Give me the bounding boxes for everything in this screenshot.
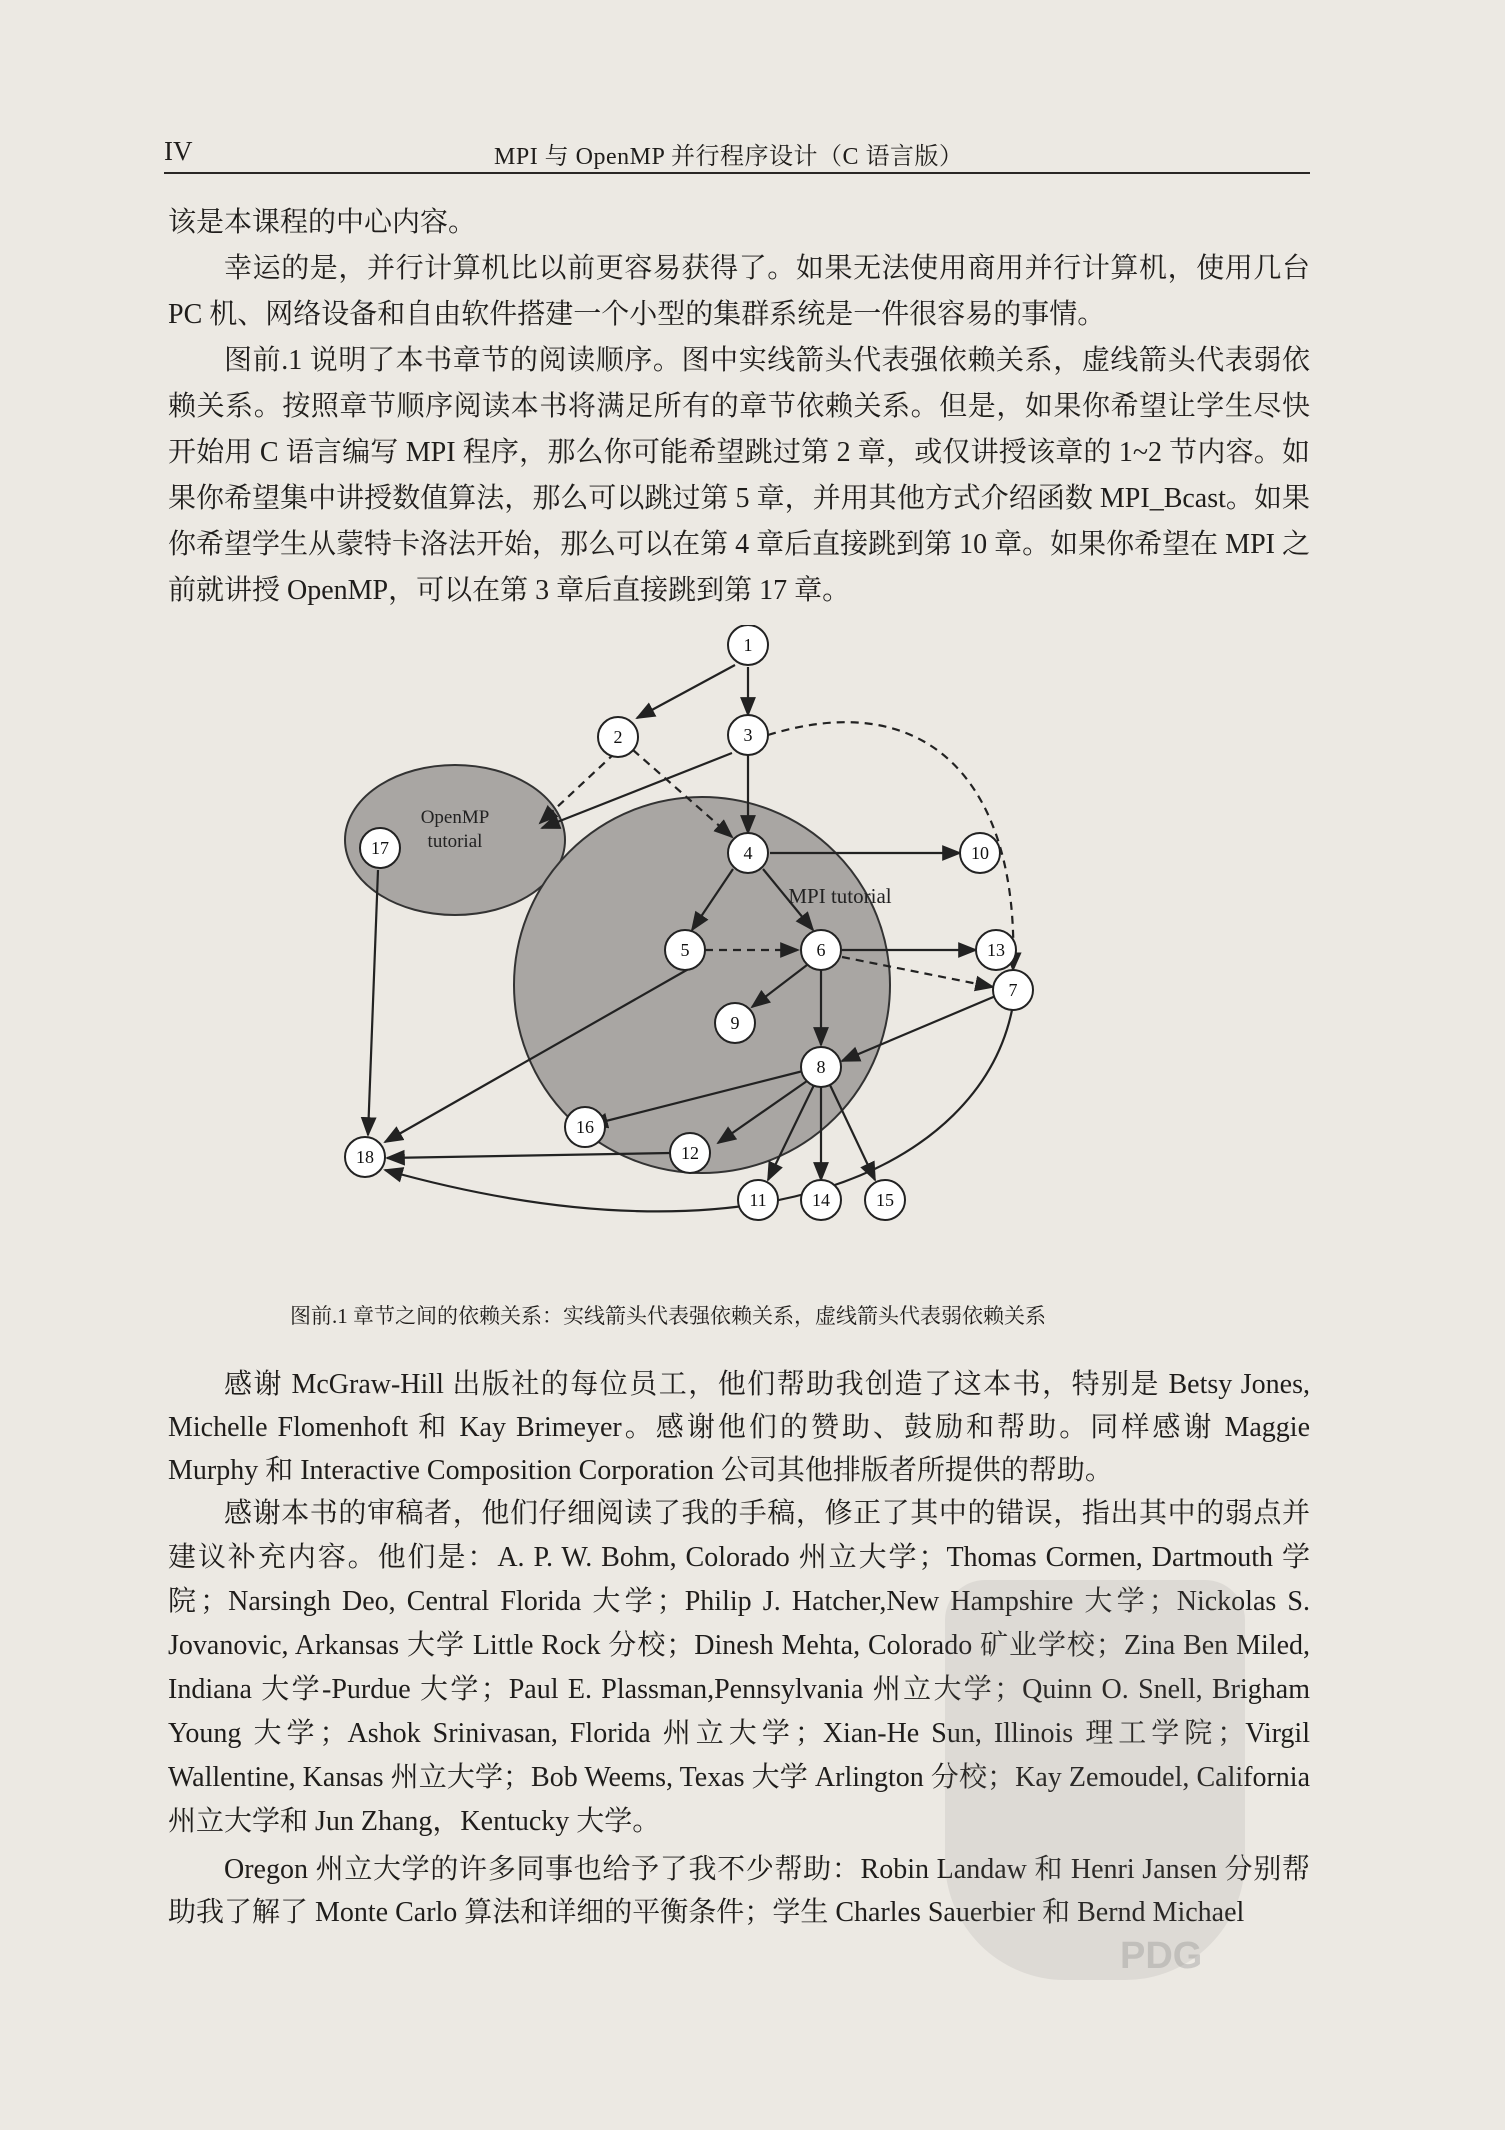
svg-text:18: 18	[356, 1147, 374, 1167]
chapter-node-1	[728, 625, 768, 665]
openmp-label-line2: tutorial	[427, 831, 483, 852]
svg-text:2: 2	[613, 727, 623, 747]
mpi-label: MPI tutorial	[788, 884, 892, 908]
chapter-node-16	[565, 1107, 605, 1147]
paragraph-acknowledgement-publisher: 感谢 McGraw-Hill 出版社的每位员工，他们帮助我创造了这本书，特别是 Betsy Jones, Michelle Flomenhoft 和 Kay Brimeyer。感谢他们的赞助、鼓励和帮助。同样感谢 Maggie Murphy 和 Interactive Composition Corporation 公司其他排版者所提供的帮助。	[168, 1369, 1310, 1486]
chapter-node-17	[360, 828, 400, 868]
chapter-node-14	[801, 1180, 841, 1220]
paragraph-reading-order: 图前.1 说明了本书章节的阅读顺序。图中实线箭头代表强依赖关系，虚线箭头代表弱依赖关系。按照章节顺序阅读本书将满足所有的章节依赖关系。但是，如果你希望让学生尽快开始用 C 语言编写 MPI 程序，那么你可能希望跳过第 2 章，或仅讲授该章的 1~2 节内容。如果你希望集中讲授数值算法，那么可以跳过第 5 章，并用其他方式介绍函数 MPI_Bcast。如果你希望学生从蒙特卡洛法开始，那么可以在第 4 章后直接跳到第 10 章。如果你希望在 MPI 之前就讲授 OpenMP，可以在第 3 章后直接跳到第 17 章。	[168, 345, 1310, 606]
dependency-graph	[340, 625, 1140, 1270]
chapter-node-18	[345, 1137, 385, 1177]
chapter-node-8	[801, 1047, 841, 1087]
chapter-dependency-figure	[340, 625, 1140, 1270]
chapter-node-7	[993, 970, 1033, 1010]
page-header	[164, 132, 1310, 174]
openmp-label-line1: OpenMP	[420, 807, 490, 828]
svg-text:6: 6	[816, 940, 826, 960]
edge-2-17-dashed	[540, 753, 615, 823]
paragraph-acknowledgement-reviewers: 感谢本书的审稿者，他们仔细阅读了我的手稿，修正了其中的错误，指出其中的弱点并建议补充内容。他们是：A. P. W. Bohm, Colorado 州立大学；Thomas Cormen, Dartmouth 学院；Narsingh Deo, Central Florida 大学；Philip J. Hatcher,New Hampshire 大学；Nickolas S. Jovanovic, Arkansas 大学 Little Rock 分校；Dinesh Mehta, Colorado 矿业学校；Zina Ben Miled, Indiana 大学-Purdue 大学；Paul E. Plassman,Pennsylvania 州立大学；Quinn O. Snell, Brigham Young 大学；Ashok Srinivasan, Florida 州立大学；Xian-He Sun, Illinois 理工学院；Virgil Wallentine, Kansas 州立大学；Bob Weems, Texas 大学 Arlington 分校；Kay Zemoudel, California 州立大学和 Jun Zhang，Kentucky 大学。	[168, 1498, 1310, 1837]
svg-text:15: 15	[876, 1190, 894, 1210]
chapter-node-10	[960, 833, 1000, 873]
svg-text:5: 5	[680, 940, 690, 960]
chapter-node-9	[715, 1003, 755, 1043]
svg-text:16: 16	[576, 1117, 594, 1137]
svg-text:10: 10	[971, 843, 989, 863]
chapter-node-13	[976, 930, 1016, 970]
paragraph-acknowledgement-colleagues: Oregon 州立大学的许多同事也给予了我不少帮助：Robin Landaw 和 Henri Jansen 分别帮助我了解了 Monte Carlo 算法和详细的平衡条件；学生 Charles Sauerbier 和 Bernd Michael	[168, 1854, 1310, 1928]
library-stamp-watermark	[945, 1580, 1245, 1980]
svg-text:1: 1	[743, 635, 753, 655]
svg-text:14: 14	[812, 1190, 830, 1210]
chapter-node-2	[598, 717, 638, 757]
chapter-node-11	[738, 1180, 778, 1220]
svg-text:3: 3	[743, 725, 753, 745]
paragraph-continuation: 该是本课程的中心内容。	[168, 207, 477, 238]
svg-text:13: 13	[987, 940, 1005, 960]
paragraph-parallel-computers: 幸运的是，并行计算机比以前更容易获得了。如果无法使用商用并行计算机，使用几台 PC 机、网络设备和自由软件搭建一个小型的集群系统是一件很容易的事情。	[168, 253, 1310, 330]
chapter-node-12	[670, 1133, 710, 1173]
svg-text:7: 7	[1008, 980, 1018, 1000]
chapter-node-3	[728, 715, 768, 755]
figure-caption: 图前.1 章节之间的依赖关系：实线箭头代表强依赖关系，虚线箭头代表弱依赖关系	[290, 1304, 1046, 1328]
svg-text:8: 8	[816, 1057, 826, 1077]
svg-text:12: 12	[681, 1143, 699, 1163]
chapter-node-15	[865, 1180, 905, 1220]
svg-text:11: 11	[749, 1190, 767, 1210]
svg-text:4: 4	[743, 843, 753, 863]
watermark-text: PDG	[1120, 1935, 1203, 1977]
svg-text:9: 9	[730, 1013, 740, 1033]
running-title: MPI 与 OpenMP 并行程序设计（C 语言版）	[494, 144, 964, 170]
svg-text:17: 17	[371, 838, 389, 858]
chapter-node-5	[665, 930, 705, 970]
page-number: IV	[164, 136, 193, 166]
edge-1-2	[637, 665, 735, 718]
chapter-node-6	[801, 930, 841, 970]
chapter-node-4	[728, 833, 768, 873]
edge-17-18	[368, 870, 378, 1135]
